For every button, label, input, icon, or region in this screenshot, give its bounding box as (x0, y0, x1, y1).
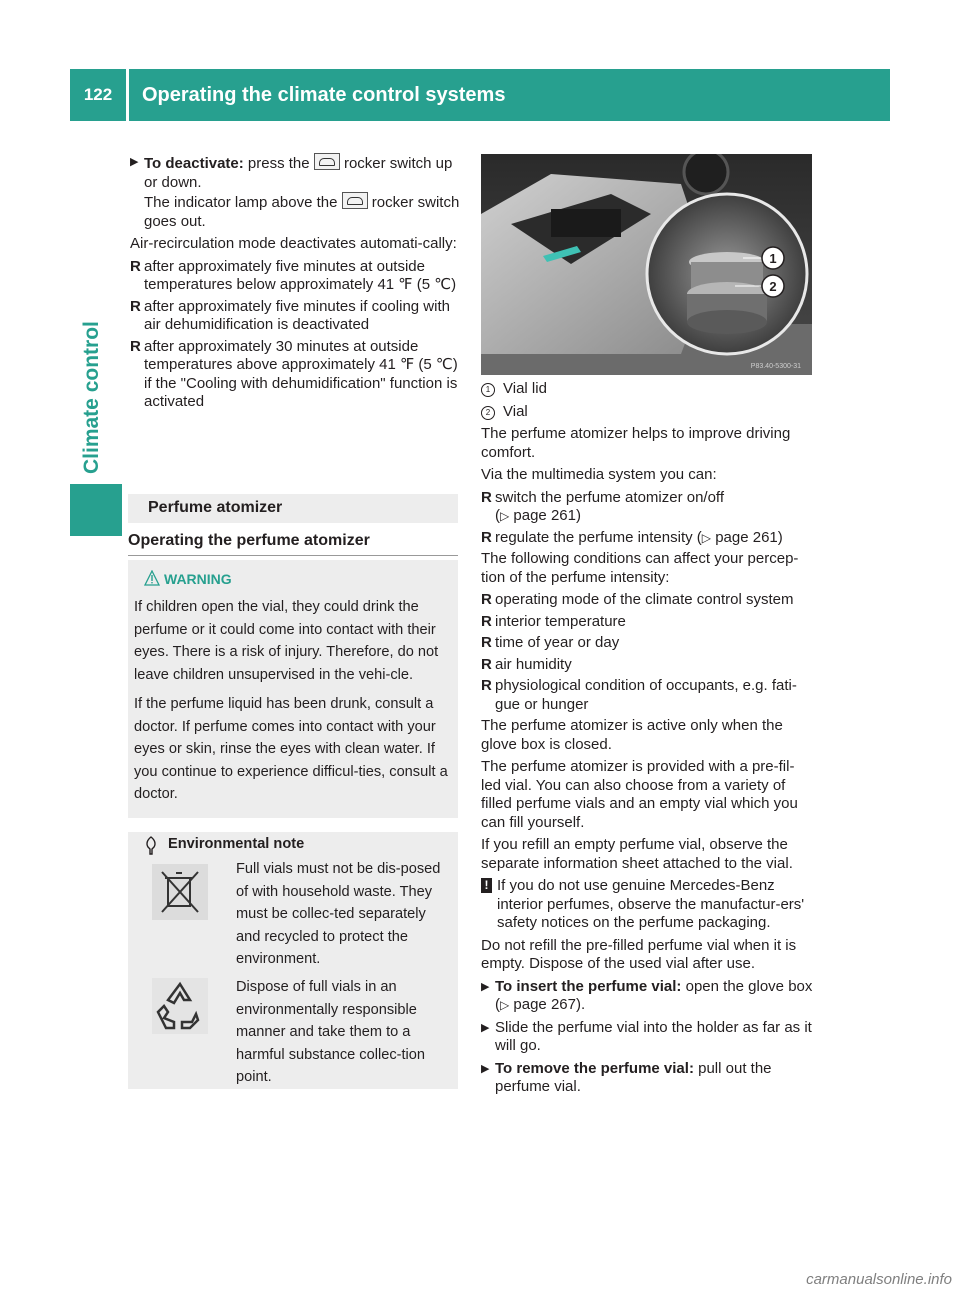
environmental-note-box (128, 832, 458, 1089)
legend-text: Vial (503, 402, 528, 420)
environmental-note-text: Full vials must not be dis-posed of with household waste. They must be collec-ted separately and recycled to protect the environment. (236, 861, 441, 967)
warning-triangle-icon (144, 570, 160, 586)
page-ref[interactable]: page 261) (715, 528, 783, 546)
warning-body (134, 596, 454, 813)
list-item (481, 591, 814, 610)
list-item-text: regulate the perfume intensity ( (495, 528, 702, 546)
list-item-text: time of year or day (495, 634, 620, 651)
bullet-icon: R (481, 612, 492, 630)
side-chapter-block (70, 484, 122, 536)
bullet-icon: R (130, 337, 141, 355)
paragraph: Via the multimedia system you can: (481, 466, 717, 483)
list-item (130, 338, 460, 412)
section-heading (128, 494, 458, 523)
note-text: If you do not use genuine Mercedes-Benz interior perfumes, observe the manufactur-ers' safety notices on the perfume packaging. (497, 877, 805, 931)
right-column (481, 380, 814, 1101)
warning-box (128, 560, 458, 818)
number-1-icon: 1 (481, 383, 495, 397)
exclamation-icon: ! (481, 878, 492, 893)
list-item (481, 634, 814, 653)
arrow-icon: ▶ (481, 1062, 490, 1075)
legend-item (481, 403, 814, 422)
subsection-heading: Operating the perfume atomizer (128, 532, 458, 556)
list-item-text: after approximately five minutes if cooling with air dehumidification is deactivated (144, 297, 450, 333)
note-item (481, 877, 814, 933)
car-rocker-icon (314, 153, 340, 170)
list-item-text: operating mode of the climate control system (495, 591, 794, 608)
step-text: open the glove box ( (495, 977, 813, 1013)
step-insert (481, 978, 814, 1015)
step-deactivate (130, 153, 460, 231)
arrow-icon: ▶ (130, 156, 139, 168)
step-label: To insert the perfume vial: (495, 977, 682, 995)
arrow-icon: ▶ (481, 1021, 490, 1034)
step-text: press the (247, 155, 310, 172)
page-title: Operating the climate control systems (142, 83, 506, 106)
step-label: To remove the perfume vial: (495, 1059, 694, 1077)
list-item (481, 677, 814, 714)
watermark: carmanualsonline.info (806, 1271, 952, 1288)
step-text: pull out the perfume vial. (495, 1059, 772, 1095)
bullet-icon: R (130, 257, 141, 275)
list-item (130, 258, 460, 295)
list-item-text: air humidity (495, 655, 572, 673)
callout-1: 1 (769, 251, 777, 266)
step-text: rocker switch up or down. (144, 155, 453, 191)
perfume-atomizer-photo (481, 154, 812, 375)
lightbulb-leaf-icon (144, 836, 158, 856)
header-divider (126, 69, 129, 121)
warning-title: WARNING (164, 571, 232, 587)
environmental-note-title: Environmental note (168, 836, 305, 852)
list-item-text: interior temperature (495, 612, 626, 630)
list-item (130, 298, 460, 335)
callout-2: 2 (769, 279, 777, 294)
paragraph: Do not refill the pre-filled perfume vial when it is empty. Dispose of the used vial after use. (481, 936, 797, 972)
side-chapter-text: Climate control (80, 321, 103, 474)
warning-paragraph: If children open the vial, they could drink the perfume or it could come into contact with their eyes. There is a risk of injury. Therefore, do not leave children unsupervised in the vehi-cle. (134, 599, 439, 683)
number-2-icon: 2 (481, 406, 495, 420)
crossed-bin-icon (152, 864, 208, 920)
step-remove (481, 1060, 814, 1097)
bullet-icon: R (481, 677, 492, 694)
list-item (481, 529, 814, 548)
paragraph: The following conditions can affect your percep-tion of the perfume intensity: (481, 550, 799, 586)
arrow-icon: ▶ (481, 980, 490, 993)
photo-code: P83.40-5300-31 (750, 363, 801, 370)
page-ref[interactable]: page 261) (513, 507, 581, 524)
list-item-text: after approximately five minutes at outside temperatures below approximately 41 ℉ (5 ℃) (144, 257, 457, 293)
photo-illustration (481, 154, 812, 375)
environmental-note-text: Dispose of full vials in an environmentally responsible manner and take them to a harmful substance collec-tion point. (236, 979, 425, 1085)
paragraph: The perfume atomizer is active only when the glove box is closed. (481, 717, 783, 753)
list-item-text: after approximately 30 minutes at outside temperatures above approximately 41 ℉ (5 ℃) if the "Cooling with dehumidification" function is activated (144, 337, 458, 410)
paragraph: The perfume atomizer is provided with a pre-fil-led vial. You can also choose from a variety of filled perfume vials and an empty vial which you can fill yourself. (481, 758, 798, 831)
bullet-icon: R (481, 655, 492, 673)
bullet-icon: R (481, 528, 492, 546)
list-item: R switch the perfume atomizer on/off (▷ page 261) (481, 488, 724, 524)
bullet-icon: R (481, 591, 492, 608)
page-ref[interactable]: page 267). (513, 996, 586, 1013)
page-number: 122 (83, 85, 113, 104)
page-ref-arrow-icon: ▷ (500, 509, 510, 523)
step-label: To deactivate: (144, 155, 244, 172)
legend-item (481, 380, 814, 399)
recycle-icon (152, 978, 208, 1034)
warning-paragraph: If the perfume liquid has been drunk, consult a doctor. If perfume comes into contact with your eyes or skin, rinse the eyes with clean water. If you continue to experience difficul-ties, consult a doctor. (134, 696, 448, 802)
paragraph: Air-recirculation mode deactivates automati-cally: (130, 235, 457, 252)
bullet-icon: R (481, 634, 492, 651)
page-ref-arrow-icon: ▷ (500, 998, 510, 1012)
legend-text: Vial lid (503, 380, 547, 397)
bullet-icon: R (481, 488, 492, 506)
paragraph: If you refill an empty perfume vial, observe the separate information sheet attached to the vial. (481, 836, 793, 872)
list-item-text: switch the perfume atomizer on/off (495, 488, 724, 506)
left-column (130, 153, 460, 415)
page-ref-arrow-icon: ▷ (701, 530, 712, 545)
side-chapter-label (80, 321, 104, 474)
list-item (481, 613, 814, 632)
paragraph: The perfume atomizer helps to improve driving comfort. (481, 425, 791, 461)
step-slide (481, 1019, 814, 1056)
step-text: rocker switch goes out. (144, 194, 460, 230)
list-item-text: physiological condition of occupants, e.g. fati-gue or hunger (495, 677, 797, 713)
list-item (481, 656, 814, 675)
car-rocker-icon (342, 192, 368, 209)
bullet-icon: R (130, 297, 141, 315)
section-heading-text: Perfume atomizer (148, 499, 283, 516)
step-text: Slide the perfume vial into the holder as far as it will go. (495, 1018, 812, 1054)
step-text: The indicator lamp above the (144, 194, 338, 211)
